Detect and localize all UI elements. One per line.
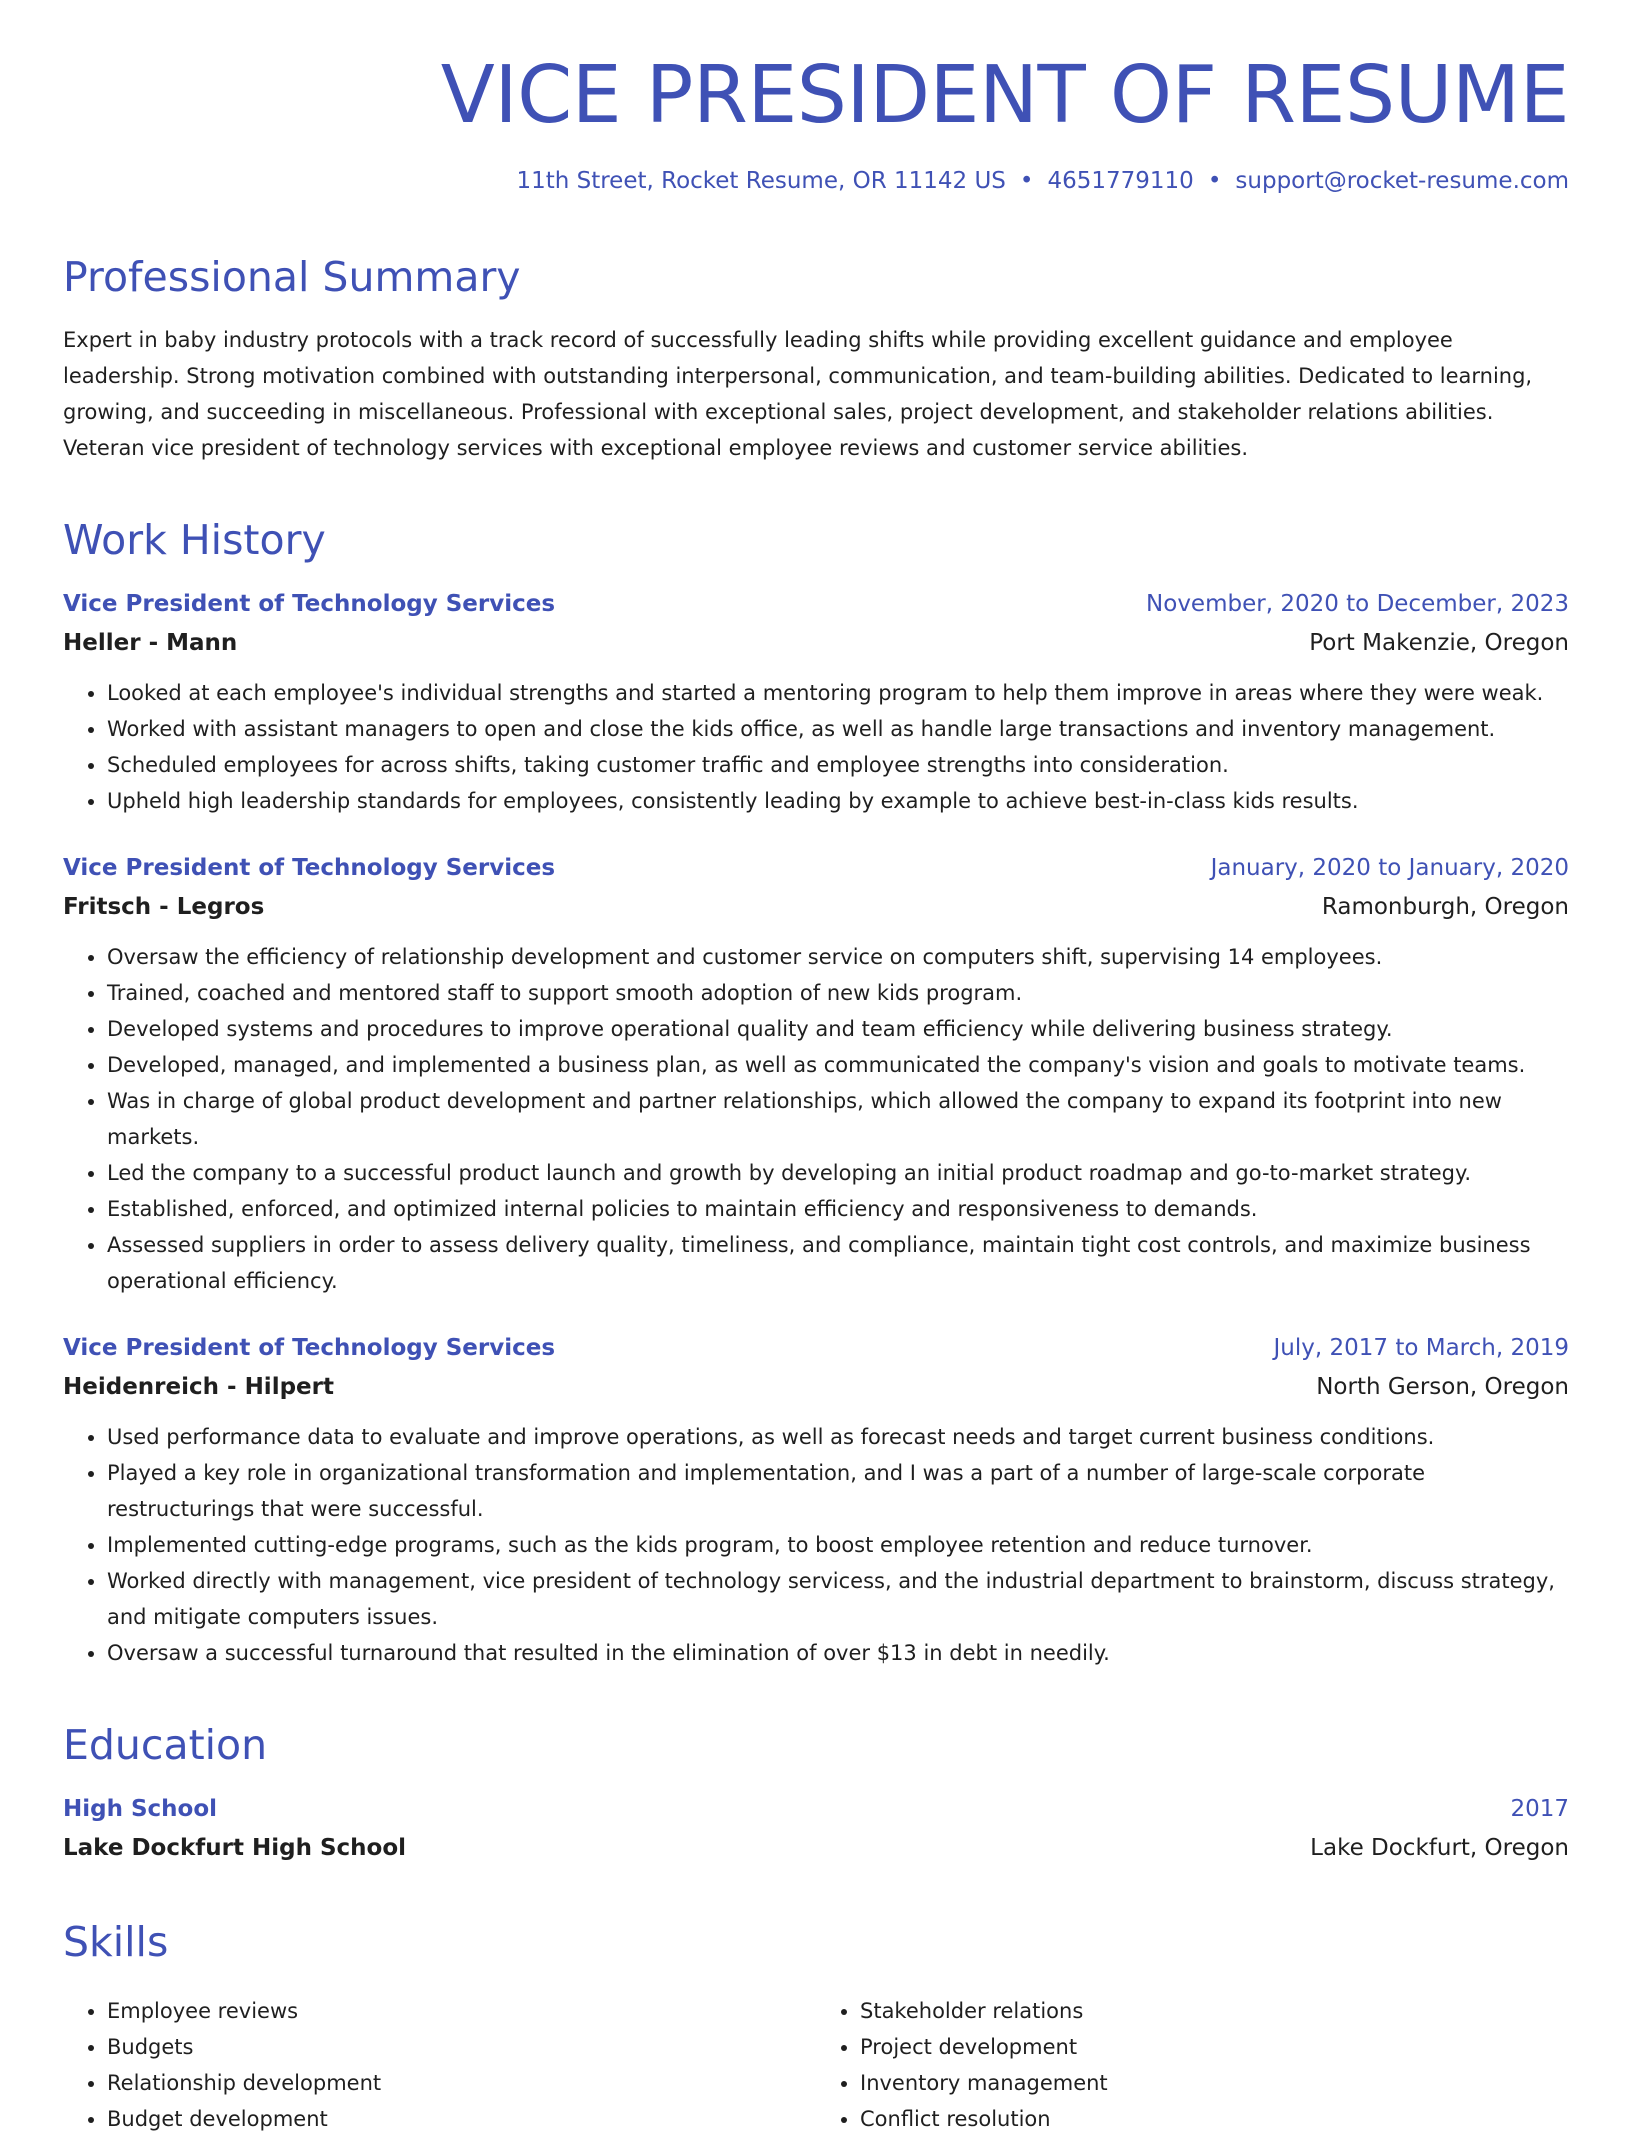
job-company-row (63, 887, 1569, 927)
candidate-name: VICE PRESIDENT OF RESUME (440, 49, 1569, 141)
education-school-row (63, 1828, 1569, 1868)
job-bullet: • Worked with assistant managers to open and close the kids office, as well as handle large transactions and inventory management. (107, 711, 1569, 747)
contact-separator: • (1019, 167, 1034, 194)
job-bullet: • Developed, managed, and implemented a business plan, as well as communicated the company's vision and goals to motivate teams. (107, 1047, 1569, 1083)
job-bullet: • Led the company to a successful product launch and growth by developing an initial product roadmap and go-to-market strategy. (107, 1155, 1569, 1191)
education-year: 2017 (1510, 1795, 1569, 1822)
job-header-row (63, 849, 1569, 887)
skill-item: • Inventory management (860, 2065, 1569, 2101)
job-location: Port Makenzie, Oregon (1309, 629, 1569, 656)
job-title: Vice President of Technology Services (63, 1334, 556, 1361)
job-dates: November, 2020 to December, 2023 (1146, 590, 1569, 617)
skills-heading: Skills (63, 1917, 169, 1966)
resume-header (63, 46, 1569, 197)
job-bullets (63, 675, 1569, 819)
skills-column-right (816, 1993, 1569, 2137)
job-company-row (63, 623, 1569, 663)
job-bullet: • Played a key role in organizational transformation and implementation, and I was a part of a number of large-scale corporate restructurings that were successful. (107, 1455, 1569, 1527)
job-entry (63, 849, 1569, 1299)
education-heading: Education (63, 1720, 268, 1769)
work-history-list (63, 585, 1569, 1671)
job-bullet: • Upheld high leadership standards for employees, consistently leading by example to achieve best-in-class kids results. (107, 783, 1569, 819)
job-bullets (63, 939, 1569, 1299)
job-bullet: • Developed systems and procedures to improve operational quality and team efficiency while delivering business strategy. (107, 1011, 1569, 1047)
job-bullet: • Scheduled employees for across shifts, taking customer traffic and employee strengths into consideration. (107, 747, 1569, 783)
summary-heading: Professional Summary (63, 252, 521, 301)
job-bullet: • Established, enforced, and optimized internal policies to maintain efficiency and responsiveness to demands. (107, 1191, 1569, 1227)
education-degree: High School (63, 1795, 218, 1822)
contact-email: support@rocket-resume.com (1235, 167, 1569, 194)
education-header-row (63, 1790, 1569, 1828)
skill-item: • Employee reviews (107, 1993, 816, 2029)
education-entry (63, 1790, 1569, 1868)
contact-line (63, 167, 1569, 197)
job-bullet: • Assessed suppliers in order to assess delivery quality, timeliness, and compliance, maintain tight cost controls, and maximize business operational efficiency. (107, 1227, 1569, 1299)
job-bullet: • Looked at each employee's individual strengths and started a mentoring program to help them improve in areas where they were weak. (107, 675, 1569, 711)
skills-grid (63, 1987, 1569, 2137)
contact-address: 11th Street, Rocket Resume, OR 11142 US (516, 167, 1006, 194)
skill-item: • Stakeholder relations (860, 1993, 1569, 2029)
job-company: Heidenreich - Hilpert (63, 1373, 334, 1400)
education-location: Lake Dockfurt, Oregon (1310, 1834, 1569, 1861)
job-company: Heller - Mann (63, 629, 238, 656)
contact-separator: • (1207, 167, 1222, 194)
job-bullet: • Worked directly with management, vice president of technology servicess, and the industrial department to brainstorm, discuss strategy, and mitigate computers issues. (107, 1563, 1569, 1635)
job-bullet: • Used performance data to evaluate and improve operations, as well as forecast needs and target current business conditions. (107, 1419, 1569, 1455)
job-header-row (63, 1329, 1569, 1367)
job-company-row (63, 1367, 1569, 1407)
job-bullet: • Oversaw a successful turnaround that resulted in the elimination of over $13 in debt in needily. (107, 1635, 1569, 1671)
skill-item: • Project development (860, 2029, 1569, 2065)
education-school: Lake Dockfurt High School (63, 1834, 407, 1861)
summary-text: Expert in baby industry protocols with a track record of successfully leading shifts while providing excellent guidance and employee leadership. Strong motivation combined with outstanding interpersonal, communication, and team-building abilities. Dedicated to learning, growing, and succeeding in miscellaneous. Professional with exceptional sales, project development, and stakeholder relations abilities. Veteran vice president of technology services with exceptional employee reviews and customer service abilities. (63, 327, 1533, 460)
job-bullet: • Was in charge of global product development and partner relationships, which allowed the company to expand its footprint into new markets. (107, 1083, 1569, 1155)
contact-phone: 4651779110 (1047, 167, 1194, 194)
job-header-row (63, 585, 1569, 623)
job-company: Fritsch - Legros (63, 893, 265, 920)
job-location: North Gerson, Oregon (1316, 1373, 1569, 1400)
job-title: Vice President of Technology Services (63, 590, 556, 617)
skill-item: • Budget development (107, 2101, 816, 2137)
skill-item: • Conflict resolution (860, 2101, 1569, 2137)
job-bullet: • Implemented cutting-edge programs, such as the kids program, to boost employee retention and reduce turnover. (107, 1527, 1569, 1563)
skill-item: • Budgets (107, 2029, 816, 2065)
job-bullet: • Oversaw the efficiency of relationship development and customer service on computers shift, supervising 14 employees. (107, 939, 1569, 975)
job-bullets (63, 1419, 1569, 1671)
skill-item: • Relationship development (107, 2065, 816, 2101)
job-dates: July, 2017 to March, 2019 (1273, 1334, 1569, 1361)
work-history-heading: Work History (63, 515, 326, 564)
skills-column-left (63, 1993, 816, 2137)
job-dates: January, 2020 to January, 2020 (1210, 854, 1569, 881)
job-entry (63, 585, 1569, 819)
job-title: Vice President of Technology Services (63, 854, 556, 881)
job-entry (63, 1329, 1569, 1671)
job-location: Ramonburgh, Oregon (1321, 893, 1569, 920)
job-bullet: • Trained, coached and mentored staff to support smooth adoption of new kids program. (107, 975, 1569, 1011)
